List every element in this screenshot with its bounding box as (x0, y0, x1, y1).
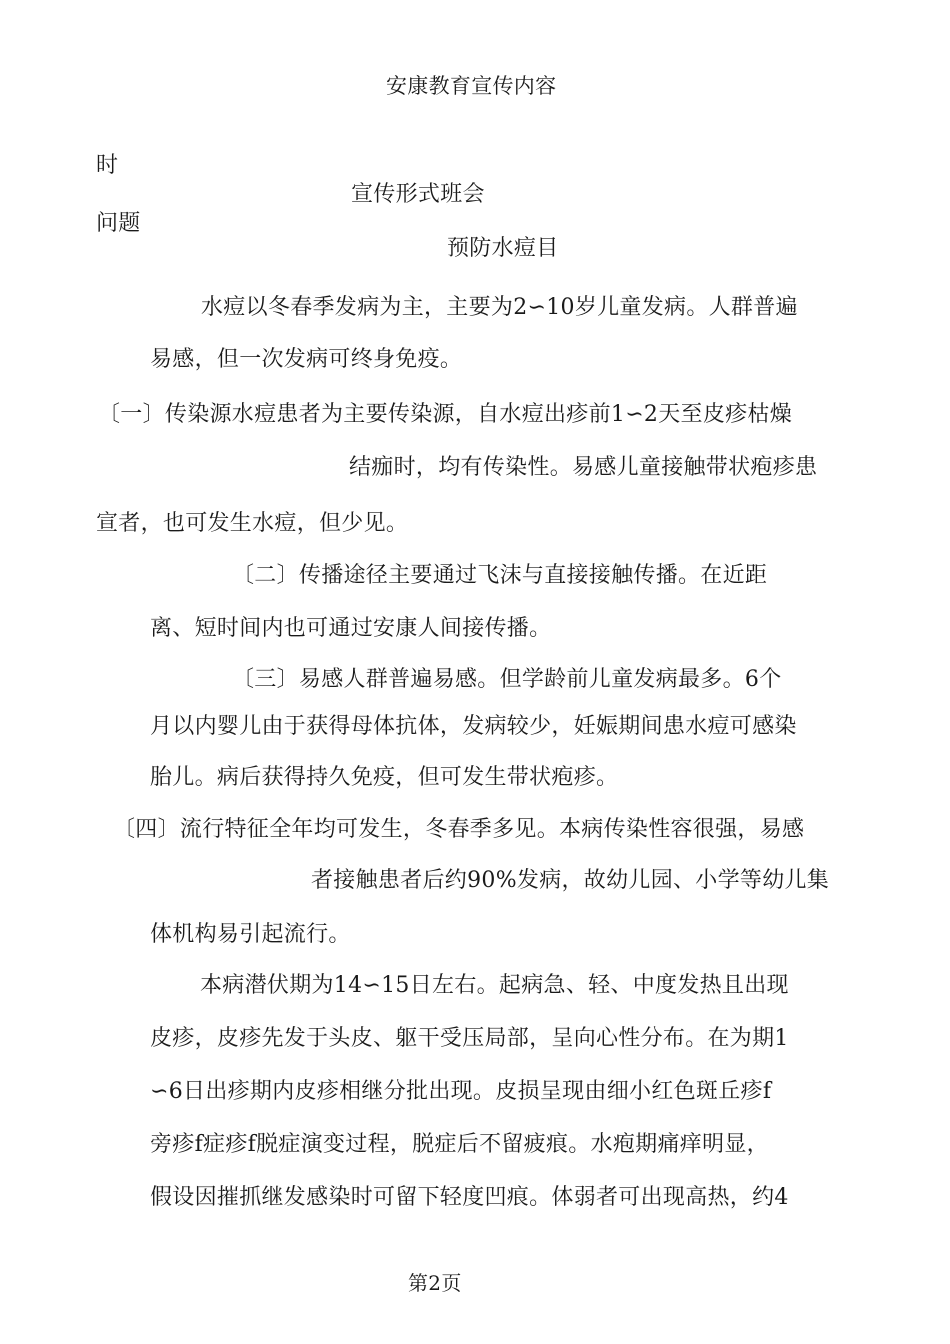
section1-line-2: 结痂时，均有传染性。易感儿童接触带状疱疹患 (349, 455, 818, 480)
section3-line-1: 〔三〕易感人群普遍易感。但学龄前儿童发病最多。6个 (232, 667, 782, 692)
section5-line-3: ∽6日出疹期内皮疹相继分批出现。皮损呈现由细小红色斑丘疹f (150, 1079, 772, 1104)
section3-line-3: 胎儿。病后获得持久免疫，但可发生带状疱疹。 (150, 765, 619, 790)
section2-line-2: 离、短时间内也可通过安康人间接传播。 (150, 616, 552, 641)
section5-line-1: 本病潜伏期为14∽15日左右。起病急、轻、中度发热且出现 (200, 973, 789, 998)
label-time: 时 (96, 153, 119, 178)
section4-line-2: 者接触患者后约90%发病，故幼儿园、小学等幼儿集 (311, 868, 830, 893)
topic-text: 预防水痘目 (447, 236, 559, 261)
form-text: 宣传形式班会 (351, 182, 485, 207)
label-topic: 问题 (96, 211, 141, 236)
section2-line-1: 〔二〕传播途径主要通过飞沫与直接接触传播。在近距 (232, 563, 768, 588)
document-title: 安康教育宣传内容 (386, 74, 557, 98)
intro-line-1: 水痘以冬春季发病为主，主要为2∽10岁儿童发病。人群普遍 (201, 295, 798, 320)
section4-line-1: 〔四〕流行特征全年均可发生，冬春季多见。本病传染性容很强，易感 (113, 817, 805, 842)
page-number: 第2页 (408, 1271, 462, 1295)
section1-line-1: 〔一〕传染源水痘患者为主要传染源，自水痘出疹前1∽2天至皮疹枯燥 (98, 402, 793, 427)
section5-line-5: 假设因摧抓继发感染时可留下轻度凹痕。体弱者可出现高热，约4 (150, 1185, 789, 1210)
section4-line-3: 体机构易引起流行。 (150, 922, 351, 947)
section5-line-2: 皮疹，皮疹先发于头皮、躯干受压局部，呈向心性分布。在为期1 (150, 1026, 789, 1051)
section3-line-2: 月以内婴儿由于获得母体抗体，发病较少，妊娠期间患水痘可感染 (150, 714, 797, 739)
section5-line-4: 旁疹f症疹f脱症演变过程，脱症后不留疲痕。水疱期痛痒明显， (150, 1132, 769, 1157)
intro-line-2: 易感，但一次发病可终身免疫。 (150, 347, 463, 372)
section1-line-3: 宣者，也可发生水痘，但少见。 (96, 511, 409, 536)
